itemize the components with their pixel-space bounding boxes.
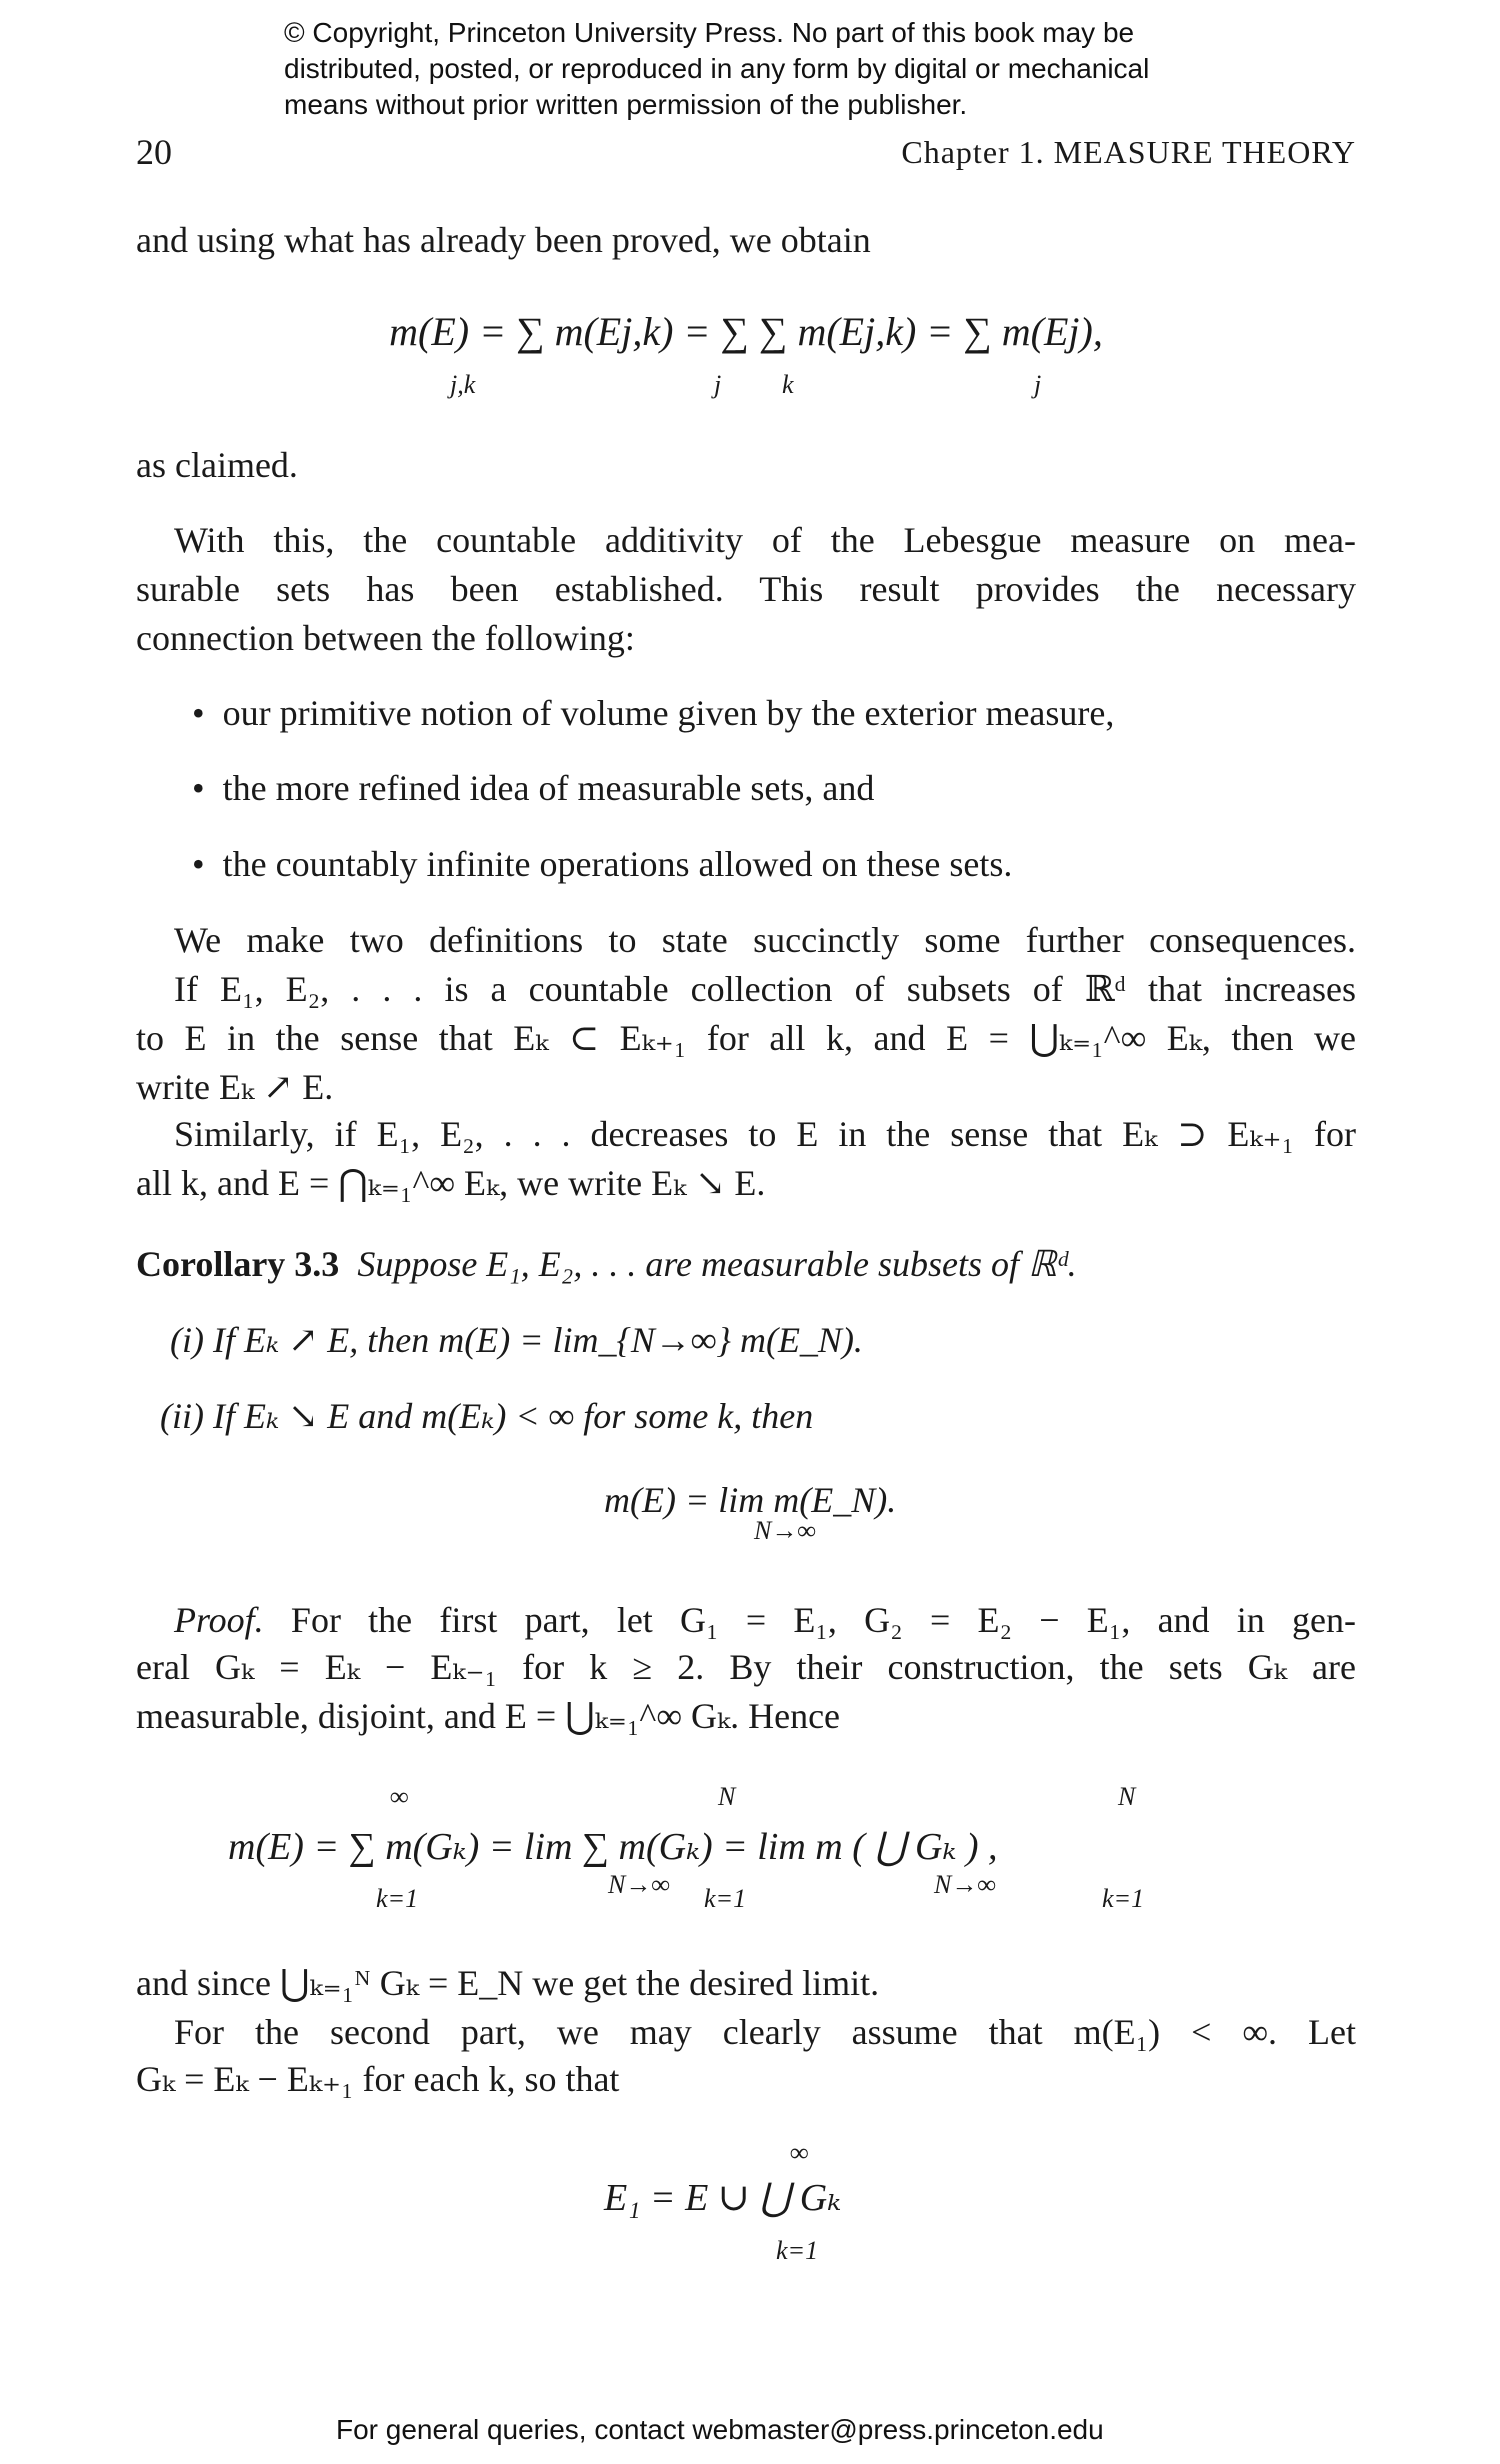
- bullet-item: • the countably infinite operations allowed on these sets.: [192, 840, 1012, 888]
- eq-superscript: ∞: [390, 1782, 409, 1811]
- eq-subscript: j: [1034, 370, 1042, 399]
- eq-subscript: k=1: [1102, 1884, 1145, 1913]
- paragraph-line: If E₁, E₂, . . . is a countable collection of subsets of ℝᵈ that increases: [174, 969, 1356, 1009]
- paragraph-line: Similarly, if E₁, E₂, . . . decreases to E in the sense that Eₖ ⊃ Eₖ₊₁ for: [174, 1114, 1356, 1154]
- paragraph-line: and since ⋃ₖ₌₁ᴺ Gₖ = E_N we get the desired limit.: [136, 1963, 880, 2003]
- paragraph-line: Gₖ = Eₖ − Eₖ₊₁ for each k, so that: [136, 2059, 620, 2099]
- copyright-line: © Copyright, Princeton University Press. No part of this book may be: [284, 17, 1135, 48]
- copyright-line: means without prior written permission of the publisher.: [284, 89, 968, 120]
- proof-line: measurable, disjoint, and E = ⋃ₖ₌₁^∞ Gₖ. Hence: [136, 1696, 841, 1736]
- paragraph-line: We make two definitions to state succinctly some further consequences.: [174, 920, 1356, 960]
- eq-superscript: N: [718, 1782, 736, 1811]
- eq-subscript: k=1: [776, 2236, 819, 2265]
- proof-text: For the first part, let G₁ = E₁, G₂ = E₂ − E₁, and in gen-: [290, 1600, 1357, 1640]
- proof-label: Proof.: [174, 1600, 264, 1640]
- eq-superscript: ∞: [790, 2138, 809, 2167]
- paragraph-line: surable sets has been established. This result provides the necessary: [136, 569, 1356, 609]
- paragraph-line: all k, and E = ⋂ₖ₌₁^∞ Eₖ, we write Eₖ ↘ E.: [136, 1163, 766, 1203]
- equation-3: E₁ = E ∪ ⋃ Gₖ: [604, 2177, 842, 2219]
- corollary-statement: Suppose E₁, E₂, . . . are measurable subsets of ℝᵈ.: [357, 1244, 1077, 1284]
- eq-subscript: j: [714, 370, 722, 399]
- eq-subscript: k: [782, 370, 794, 399]
- copyright-line: distributed, posted, or reproduced in any form by digital or mechanical: [284, 53, 1150, 84]
- chapter-header: Chapter 1. MEASURE THEORY: [901, 134, 1356, 170]
- eq-subscript: k=1: [704, 1884, 747, 1913]
- eq-subscript: N→∞: [934, 1870, 996, 1899]
- bullet-item: • our primitive notion of volume given by the exterior measure,: [192, 689, 1114, 737]
- page-number: 20: [136, 132, 172, 172]
- corollary-item: (ii) If Eₖ ↘ E and m(Eₖ) < ∞ for some k, then: [160, 1396, 814, 1436]
- corollary-equation: m(E) = lim m(E_N).: [604, 1480, 897, 1520]
- equation-1: m(E) = ∑ m(Ej,k) = ∑ ∑ m(Ej,k) = ∑ m(Ej),: [389, 309, 1103, 354]
- paragraph-line: to E in the sense that Eₖ ⊂ Eₖ₊₁ for all k, and E = ⋃ₖ₌₁^∞ Eₖ, then we: [136, 1018, 1356, 1058]
- bullet-item: • the more refined idea of measurable sets, and: [192, 764, 874, 812]
- corollary-heading: [136, 1240, 1356, 1288]
- corollary-label: Corollary 3.3: [136, 1244, 340, 1284]
- eq-superscript: N: [1118, 1782, 1136, 1811]
- equation-2: m(E) = ∑ m(Gₖ) = lim ∑ m(Gₖ) = lim m ( ⋃ Gₖ ) ,: [228, 1826, 998, 1868]
- eq-subscript: N→∞: [754, 1516, 816, 1545]
- paragraph-line: For the second part, we may clearly assume that m(E₁) < ∞. Let: [174, 2012, 1356, 2052]
- paragraph-line: With this, the countable additivity of the Lebesgue measure on mea-: [174, 520, 1356, 560]
- paragraph: and using what has already been proved, we obtain: [136, 220, 871, 260]
- eq-subscript: j,k: [450, 370, 476, 399]
- eq-subscript: k=1: [376, 1884, 419, 1913]
- paragraph-line: write Eₖ ↗ E.: [136, 1067, 334, 1107]
- proof-line: [174, 1596, 1356, 1644]
- footer-contact: For general queries, contact webmaster@press.princeton.edu: [336, 2414, 1104, 2445]
- proof-line: eral Gₖ = Eₖ − Eₖ₋₁ for k ≥ 2. By their construction, the sets Gₖ are: [136, 1647, 1356, 1687]
- corollary-item: (i) If Eₖ ↗ E, then m(E) = lim_{N→∞} m(E_N).: [170, 1320, 863, 1360]
- eq-subscript: N→∞: [608, 1870, 670, 1899]
- paragraph: as claimed.: [136, 445, 298, 485]
- paragraph-line: connection between the following:: [136, 618, 635, 658]
